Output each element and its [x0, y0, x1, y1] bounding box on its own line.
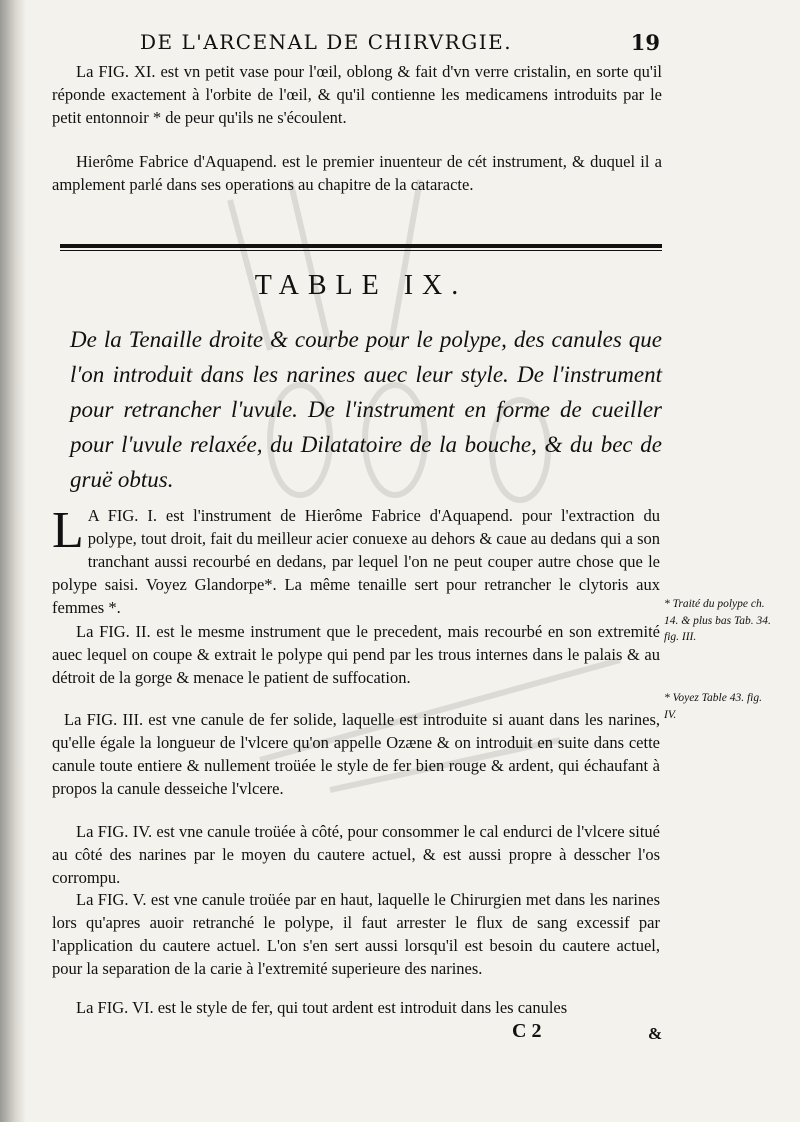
- signature-mark: C 2: [512, 1020, 542, 1042]
- running-head: DE L'ARCENAL DE CHIRVRGIE.: [140, 30, 513, 54]
- body-paragraph-fig-1: [52, 504, 660, 619]
- section-rule-thin: [60, 250, 662, 251]
- intro-paragraph: Hierôme Fabrice d'Aquapend. est le premier inuenteur de cét instrument, & duquel il a amplement parlé dans ses operations au chapitre de la cataracte.: [52, 152, 662, 194]
- catchword: &: [648, 1024, 663, 1043]
- margin-note: * Traité du polype ch. 14. & plus bas Tab. 34. fig. III.: [664, 598, 771, 643]
- page-gutter-shadow: [0, 0, 26, 1122]
- drop-cap: L: [52, 502, 84, 559]
- table-heading: TABLE IX.: [254, 270, 468, 301]
- body-paragraph-fig-5: La FIG. V. est vne canule troüée par en haut, laquelle le Chirurgien met dans les narines lors qu'apres auoir retranché le polype, il faut arrester le flux de sang excessif par l'application du cautere actuel. L'on s'en sert aussi lorsqu'il est besoin du cautere actuel, pour la separation de la carie à l'extremité superieure des narines.: [52, 890, 660, 978]
- paragraph-text: A FIG. I. est l'instrument de Hierôme Fabrice d'Aquapend. pour l'extraction du polype, tout droit, fait du meilleur acier conuexe au dehors & caue au dedans qui a son tranchant aussi recourbé en dedans, par lequel l'on ne peut couper autre chose que le polype saisi. Voyez Glandorpe*. La même tenaille sert pour retrancher le clytoris aux femmes *.: [52, 506, 660, 617]
- intro-paragraph: La FIG. XI. est vn petit vase pour l'œil, oblong & fait d'vn verre cristalin, en sorte qu'il réponde exactement à l'orbite de l'œil, & qu'il contienne les medicamens introduits par le petit entonnoir * de peur qu'ils ne s'écoulent.: [52, 62, 662, 127]
- table-subtitle: De la Tenaille droite & courbe pour le polype, des canules que l'on introduit dans les narines auec leur style. De l'instrument pour retrancher l'uvule. De l'instrument en forme de cueiller pour l'uvule relaxée, du Dilatatoire de la bouche, & du bec de gruë obtus.: [70, 327, 662, 492]
- body-paragraph-fig-3: La FIG. III. est vne canule de fer solide, laquelle est introduite si auant dans les narines, qu'elle égale la longueur de l'vlcere qu'on appelle Ozæne & on introduit en suite dans cette canule toute entiere & nullement troüée le style de fer bien rouge & ardent, qui échaufant à propos la canule desseiche l'vlcere.: [52, 710, 660, 798]
- margin-note: * Voyez Table 43. fig. IV.: [664, 692, 762, 721]
- page-number: 19: [630, 30, 660, 55]
- body-paragraph-fig-2: La FIG. II. est le mesme instrument que le precedent, mais recourbé en son extremité auec lequel on coupe & extrait le polype qui pend par les trous internes dans le palais & au détroit de la gorge & menace le patient de suffocation.: [52, 622, 660, 687]
- body-paragraph-fig-6: La FIG. VI. est le style de fer, qui tout ardent est introduit dans les canules: [76, 998, 568, 1017]
- section-rule: [60, 244, 662, 248]
- page-header: [140, 30, 660, 56]
- body-paragraph-fig-4: La FIG. IV. est vne canule troüée à côté, pour consommer le cal endurci de l'vlcere situé au côté des narines par le moyen du cautere actuel, & est aussi propre à desscher l'os corrompu.: [52, 822, 660, 887]
